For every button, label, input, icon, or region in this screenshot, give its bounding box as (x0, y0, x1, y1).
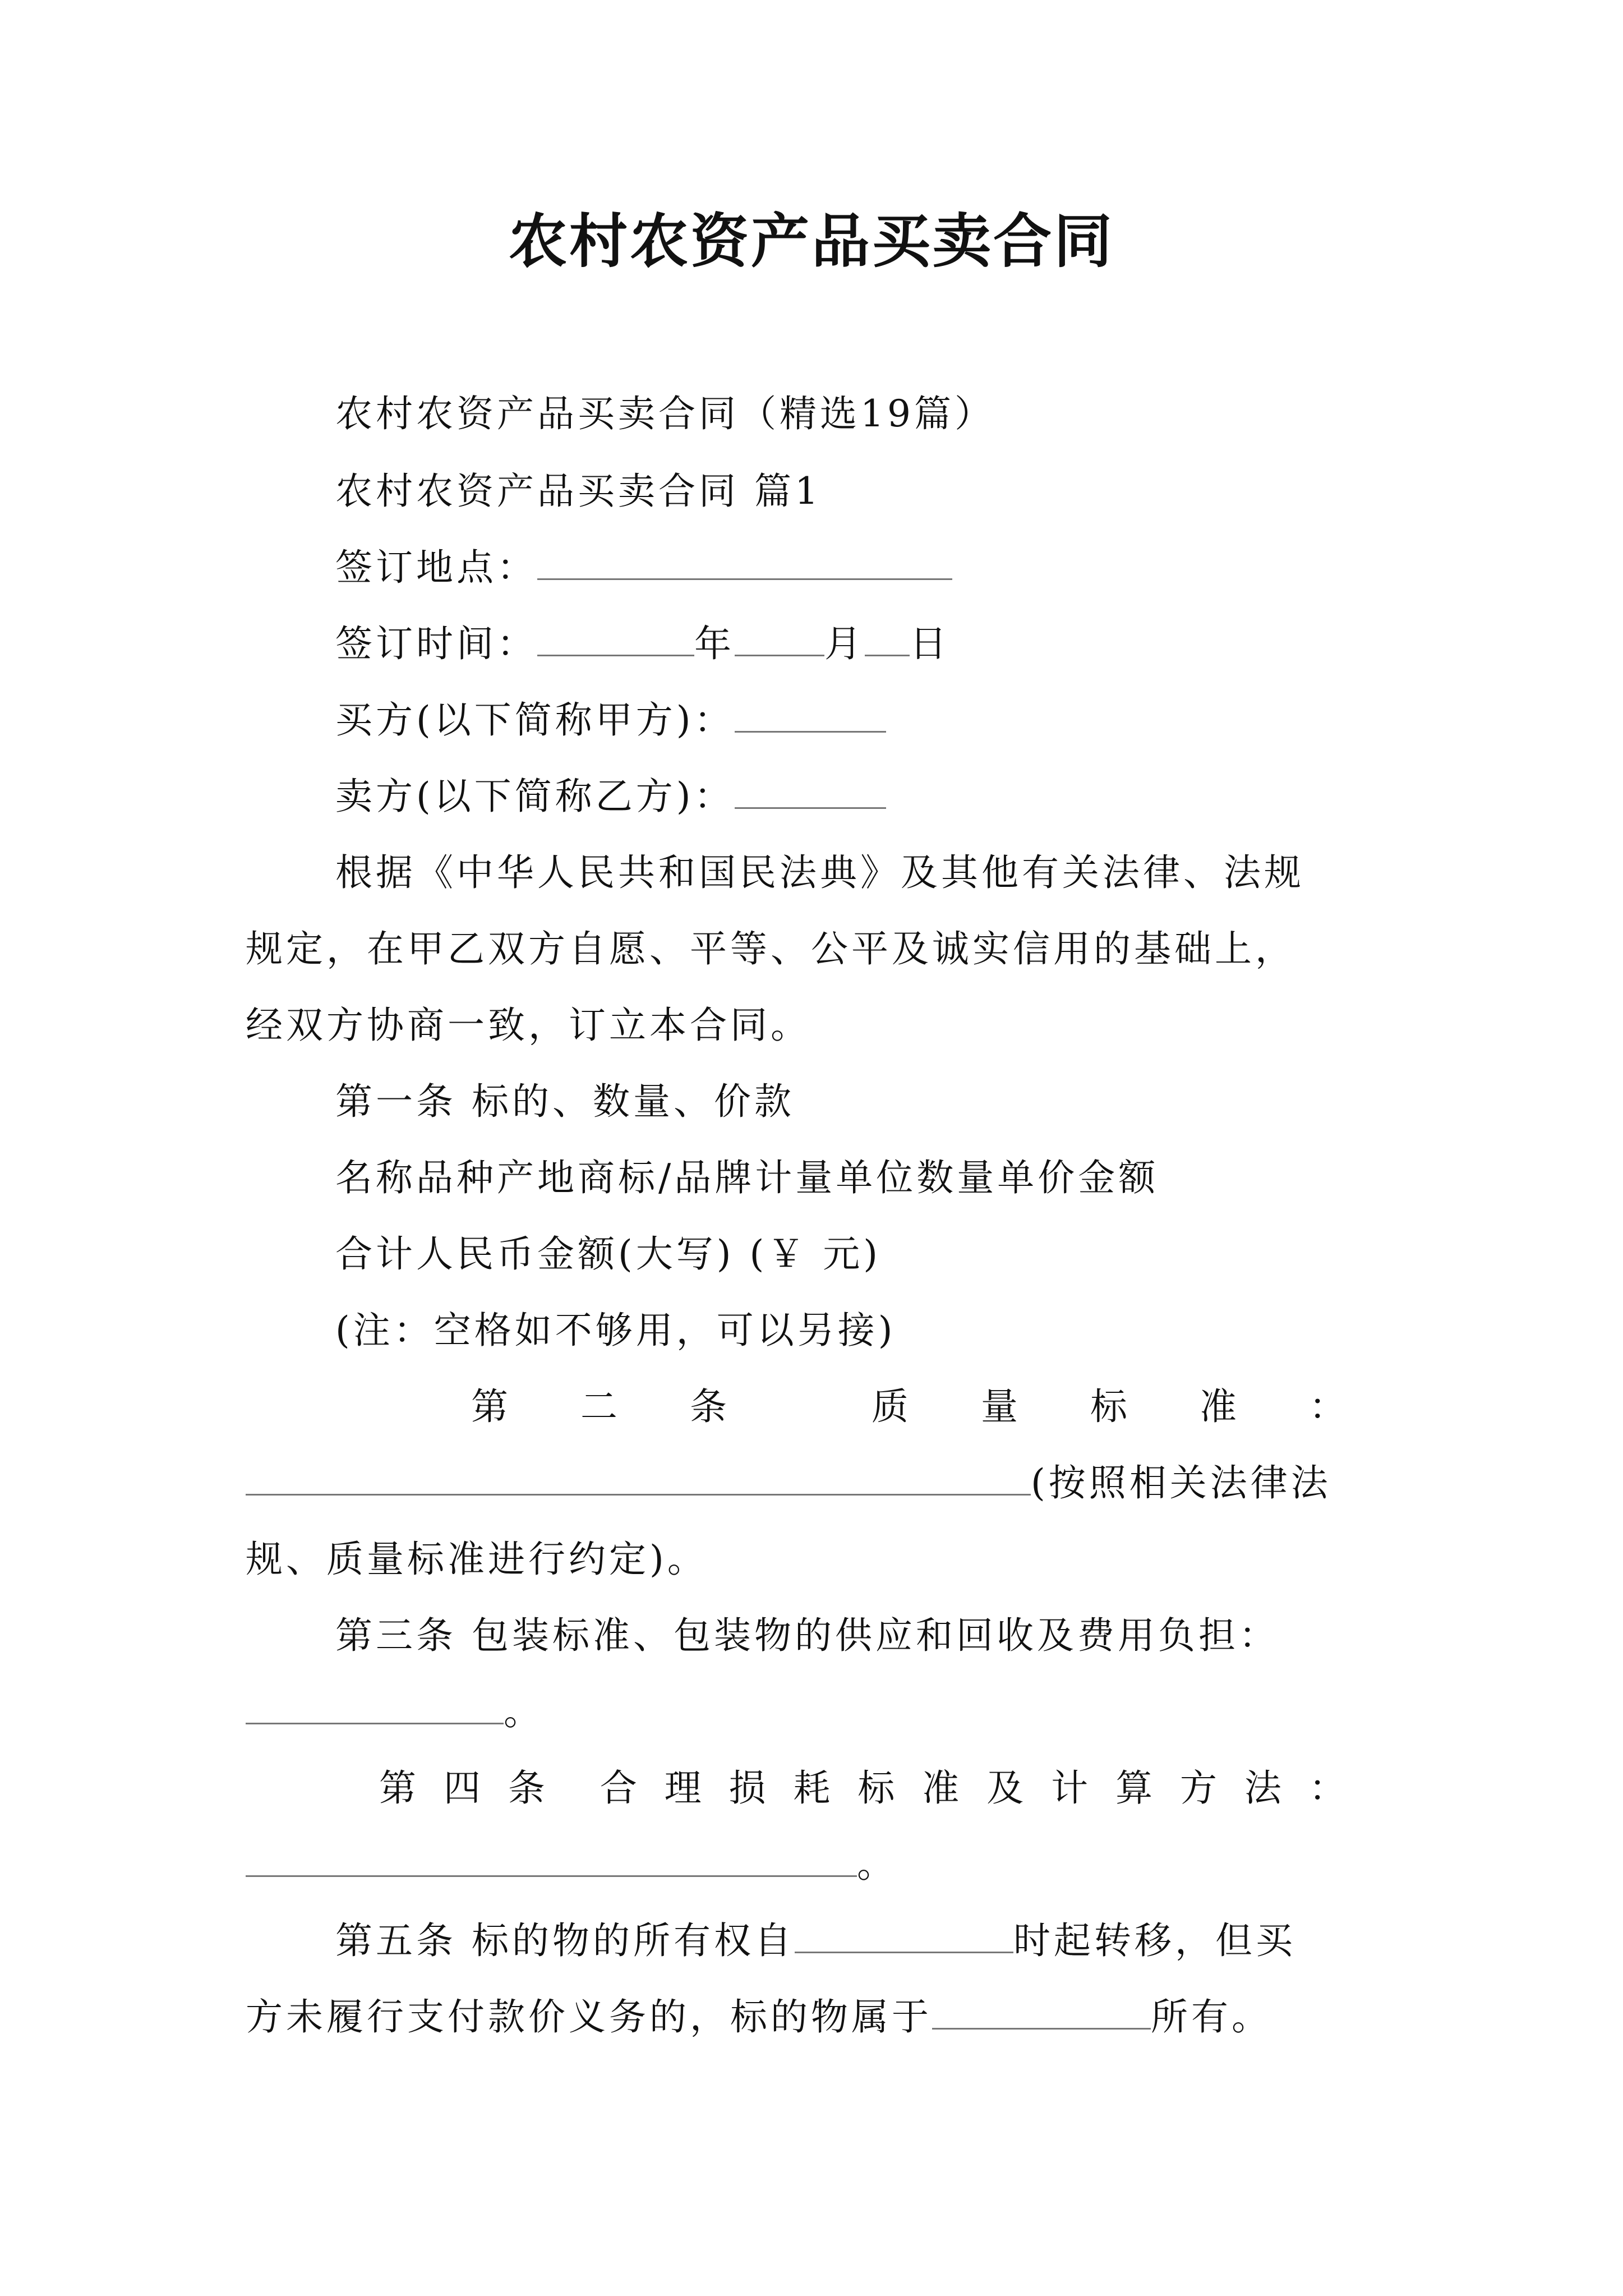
article-4-char: 标 (857, 1766, 895, 1810)
article-5-text-d: 所有。 (1151, 1995, 1272, 2039)
article-2-heading (471, 1379, 1346, 1435)
article-4-char: 四 (443, 1766, 481, 1810)
seller-line (335, 769, 886, 825)
article-3-line-2 (246, 1684, 544, 1740)
article-1-heading: 第一条 标的、数量、价款 (335, 1080, 795, 1123)
article-5-text-b: 时起转移，但买 (1013, 1919, 1296, 1962)
goods-table-header: 名称品种产地商标/品牌计量单位数量单价金额 (335, 1156, 1159, 1199)
article-4-char: 损 (728, 1766, 766, 1810)
article-2-char: 标 (1090, 1385, 1127, 1428)
article-2-char: 质 (872, 1385, 909, 1428)
article-3-heading: 第三条 包装标准、包装物的供应和回收及费用负担： (335, 1614, 1279, 1657)
article-5-line-1 (335, 1913, 1296, 1969)
year-label: 年 (694, 622, 735, 665)
article-5-line-2 (246, 1989, 1272, 2045)
buyer-line (335, 692, 886, 748)
seller-blank (735, 772, 886, 809)
article-2-char: ： (1309, 1385, 1346, 1428)
article-4-char: 及 (986, 1766, 1024, 1810)
article-4-char: 条 (508, 1766, 545, 1810)
note-line: (注：空格如不够用，可以另接) (335, 1309, 896, 1352)
document-title: 农村农资产品买卖合同 (508, 206, 1114, 275)
article-4-char: 理 (664, 1766, 702, 1810)
total-amount-line: 合计人民币金额(大写) (￥ 元) (335, 1232, 881, 1276)
article-2-char: 第 (471, 1385, 508, 1428)
article-4-char: 法 (1244, 1766, 1281, 1810)
article-2-char: 准 (1200, 1385, 1237, 1428)
article-4-heading (379, 1760, 1346, 1816)
sign-time-line (335, 616, 950, 672)
buyer-label: 买方(以下简称甲方)： (335, 698, 735, 742)
article-4-char: 算 (1115, 1766, 1153, 1810)
sign-time-label: 签订时间： (335, 622, 537, 665)
loss-standard-blank (246, 1841, 857, 1877)
month-blank (735, 620, 824, 656)
owner-blank (932, 1993, 1151, 2030)
seller-label: 卖方(以下简称乙方)： (335, 775, 735, 818)
preamble-line-2: 规定，在甲乙双方自愿、平等、公平及诚实信用的基础上， (246, 927, 1295, 970)
quality-standard-blank (246, 1459, 1031, 1496)
preamble-line-1: 根据《中华人民共和国民法典》及其他有关法律、法规 (335, 851, 1304, 894)
period: 。 (504, 1690, 544, 1733)
article-4-char: 方 (1179, 1766, 1217, 1810)
article-4-char: 耗 (793, 1766, 831, 1810)
article-5-text-c: 方未履行支付款价义务的，标的物属于 (246, 1995, 932, 2039)
article-4-line-2 (246, 1837, 897, 1893)
article-4-char: 合 (600, 1766, 637, 1810)
article-2-char: 量 (981, 1385, 1018, 1428)
article-4-char: 第 (379, 1766, 416, 1810)
sign-place-line (335, 540, 952, 596)
packaging-blank (246, 1688, 504, 1724)
article-2-char: 二 (580, 1385, 617, 1428)
article-5-text-a: 第五条 标的物的所有权自 (335, 1919, 795, 1962)
ownership-transfer-blank (795, 1917, 1013, 1953)
article-2-line-3: 规、质量标准进行约定)。 (246, 1538, 708, 1581)
sign-place-blank (537, 544, 952, 580)
month-label: 月 (824, 622, 865, 665)
day-label: 日 (910, 622, 950, 665)
sign-place-label: 签订地点： (335, 546, 537, 589)
year-blank (537, 620, 694, 656)
article-2-tail: (按照相关法律法 (1031, 1461, 1331, 1504)
article-4-char: 计 (1051, 1766, 1089, 1810)
day-blank (865, 620, 910, 656)
document-subtitle: 农村农资产品买卖合同（精选19篇） (335, 392, 995, 435)
article-4-char: ： (1308, 1766, 1346, 1810)
preamble-line-3: 经双方协商一致，订立本合同。 (246, 1004, 811, 1047)
article-2-line-2 (246, 1455, 1331, 1511)
buyer-blank (735, 696, 886, 733)
article-4-char: 准 (922, 1766, 960, 1810)
article-2-char: 条 (690, 1385, 727, 1428)
part-heading: 农村农资产品买卖合同 篇1 (335, 470, 822, 513)
period: 。 (857, 1843, 897, 1886)
